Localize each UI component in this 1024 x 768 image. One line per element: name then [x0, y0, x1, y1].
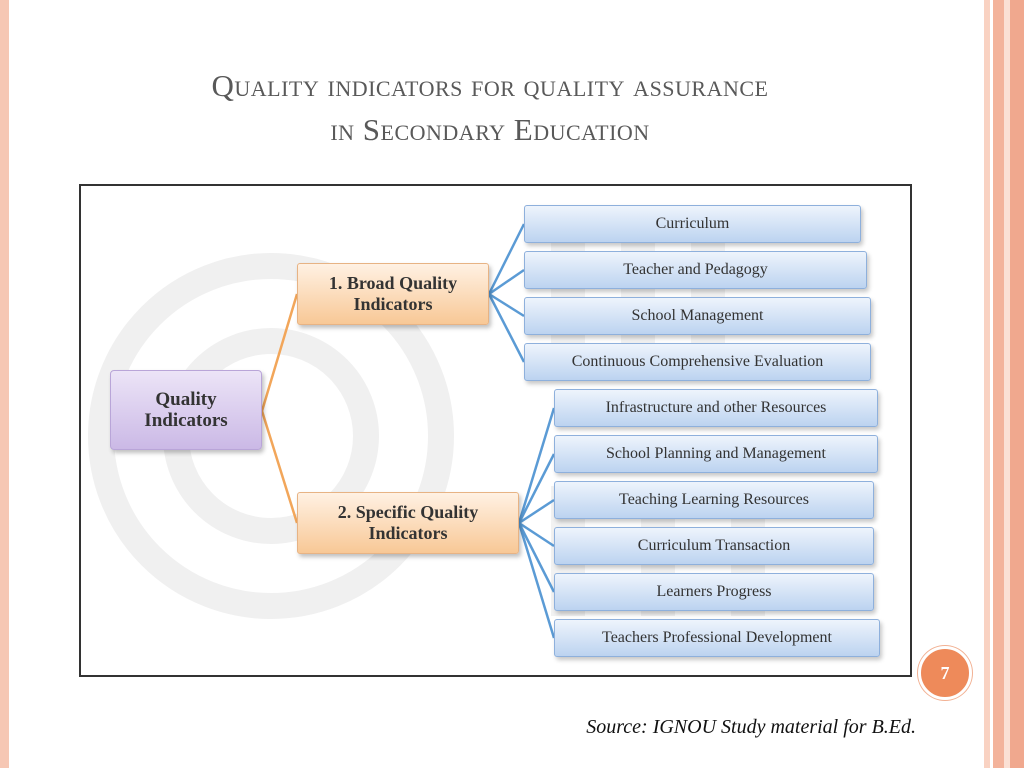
left-decorative-border — [0, 0, 9, 768]
node-teaching-learning-resources: Teaching Learning Resources — [554, 481, 874, 519]
node-school-planning: School Planning and Management — [554, 435, 878, 473]
node-quality-indicators-line2: Indicators — [144, 410, 228, 431]
title-line-2: in Secondary Education — [330, 112, 650, 147]
node-specific-line1: 2. Specific Quality — [337, 502, 479, 522]
diagram-frame — [79, 184, 912, 677]
node-broad-quality-indicators — [297, 263, 489, 325]
connector-root-to-specific — [262, 411, 297, 523]
connector-root-to-broad — [262, 294, 297, 411]
node-specific-quality-indicators — [297, 492, 519, 554]
node-broad-line2: Indicators — [353, 294, 433, 314]
node-continuous-comprehensive-evaluation: Continuous Comprehensive Evaluation — [524, 343, 871, 381]
node-curriculum: Curriculum — [524, 205, 861, 243]
node-broad-line1: 1. Broad Quality — [328, 273, 458, 293]
source-caption: Source: IGNOU Study material for B.Ed. — [586, 716, 916, 738]
page-number-badge: 7 — [918, 646, 972, 700]
node-quality-indicators-line1: Quality — [155, 389, 217, 410]
node-curriculum-transaction: Curriculum Transaction — [554, 527, 874, 565]
node-infrastructure: Infrastructure and other Resources — [554, 389, 878, 427]
node-teacher-and-pedagogy: Teacher and Pedagogy — [524, 251, 867, 289]
node-learners-progress: Learners Progress — [554, 573, 874, 611]
node-teachers-professional-development: Teachers Professional Development — [554, 619, 880, 657]
node-specific-line2: Indicators — [368, 523, 448, 543]
node-school-management: School Management — [524, 297, 871, 335]
right-decorative-stripes — [980, 0, 1024, 768]
slide-title — [40, 64, 940, 152]
title-line-1: Quality indicators for quality assurance — [211, 68, 769, 103]
node-quality-indicators — [110, 370, 262, 450]
